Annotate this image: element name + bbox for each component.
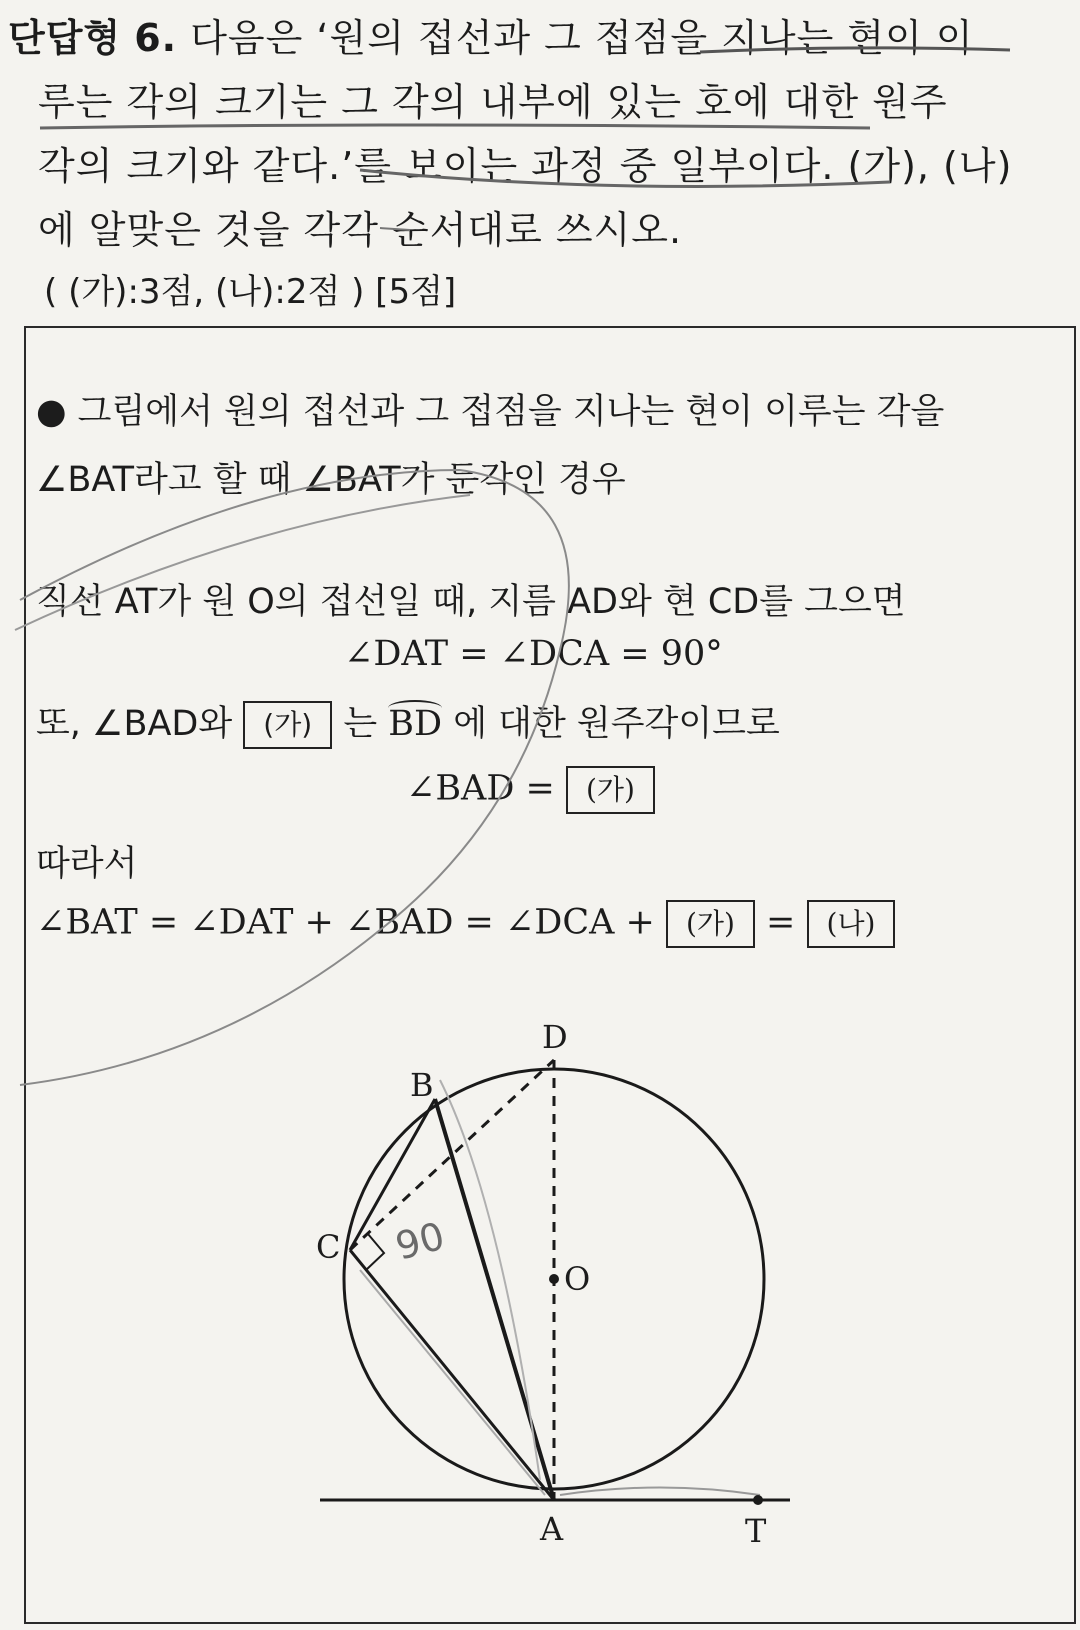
equation-1: ∠DAT = ∠DCA = 90° <box>344 634 723 674</box>
label-a: A <box>540 1510 564 1548</box>
proof-step-3: 따라서 <box>36 844 138 884</box>
label-c: C <box>316 1228 341 1266</box>
equation-3-lhs: ∠BAT = ∠DAT + ∠BAD = ∠DCA + <box>36 902 655 943</box>
step-2-postfix: 에 대한 원주각이므로 <box>453 704 780 744</box>
step-2-prefix: 또, ∠BAD와 <box>36 704 233 744</box>
label-o: O <box>564 1260 591 1298</box>
proof-intro-line-1: ● 그림에서 원의 접선과 그 접점을 지나는 현이 이루는 각을 <box>36 392 945 432</box>
pencil-loop-scribble <box>20 470 569 1085</box>
equation-2-lhs: ∠BAD = <box>406 768 555 809</box>
point-t <box>753 1495 763 1505</box>
chord-ab <box>435 1099 554 1500</box>
center-point-o <box>549 1274 559 1284</box>
question-line-2: 루는 각의 크기는 그 각의 내부에 있는 호에 대한 원주 <box>38 80 948 124</box>
step-2-mid: 는 <box>343 704 378 744</box>
pencil-scribble-4 <box>560 1488 760 1496</box>
arc-bd-label: BD <box>388 704 443 744</box>
pencil-scribble-2 <box>15 495 470 630</box>
question-line-1-text: 다음은 ‘원의 접선과 그 접점을 지나는 현이 이 <box>190 16 974 60</box>
blank-ga: (가) <box>243 701 332 749</box>
question-line-4: 에 알맞은 것을 각각 순서대로 쓰시오. <box>38 208 683 252</box>
label-b: B <box>410 1066 434 1104</box>
question-type-label: 단답형 <box>8 16 122 60</box>
label-t: T <box>745 1512 767 1550</box>
equation-3-eq: = <box>766 902 796 943</box>
score-info: ( (가):3점, (나):2점 ) [5점] <box>44 272 457 312</box>
blank-ga-3: (가) <box>666 900 755 948</box>
handwritten-90: 90 <box>390 1213 450 1269</box>
proof-intro-line-2: ∠BAT라고 할 때 ∠BAT가 둔각인 경우 <box>36 460 626 500</box>
label-d: D <box>542 1018 568 1056</box>
right-angle-mark <box>366 1234 384 1270</box>
blank-na: (나) <box>807 900 896 948</box>
proof-step-1: 직선 AT가 원 O의 접선일 때, 지름 AD와 현 CD를 그으면 <box>36 582 906 622</box>
question-number: 6. <box>134 16 178 60</box>
blank-ga-2: (가) <box>566 766 655 814</box>
question-line-3: 각의 크기와 같다.’를 보이는 과정 중 일부이다. (가), (나) <box>38 144 1013 188</box>
